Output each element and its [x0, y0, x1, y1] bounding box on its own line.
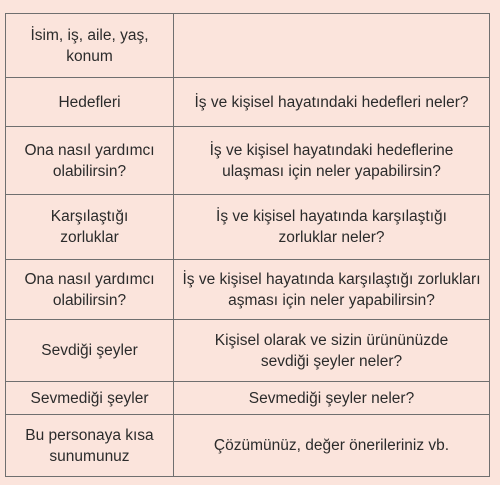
cell-text: Kişisel olarak ve sizin ürününüzde sevdiği şeyler neler?	[214, 331, 449, 370]
cell-text: Sevdiği şeyler	[41, 342, 138, 359]
row-label-cell	[6, 127, 174, 195]
row-label-cell	[6, 78, 174, 127]
row-description-cell	[174, 415, 490, 477]
row-label-cell	[6, 14, 174, 78]
table-row	[6, 14, 490, 78]
cell-text: Hedefleri	[58, 93, 121, 111]
row-label-cell	[6, 415, 174, 477]
row-label-cell	[6, 382, 174, 415]
row-description-cell	[174, 382, 490, 415]
table-row	[6, 382, 490, 415]
table-row	[6, 78, 490, 127]
row-label-cell	[6, 320, 174, 382]
row-label-cell	[6, 260, 174, 320]
table-row	[6, 127, 490, 195]
cell-text: İş ve kişisel hayatındaki hedeflerine ulaşması için neler yapabilirsin?	[209, 141, 454, 180]
row-description-cell	[174, 320, 490, 382]
cell-text: Sevmediği şeyler	[30, 389, 149, 407]
persona-table	[5, 13, 490, 477]
row-description-cell	[174, 14, 490, 78]
row-description-cell	[174, 260, 490, 320]
table-row	[6, 195, 490, 260]
cell-text: İş ve kişisel hayatındaki hedefleri neler?	[194, 93, 469, 111]
cell-text: İsim, iş, aile, yaş, konum	[30, 26, 149, 65]
cell-text: Çözümünüz, değer önerileriniz vb.	[213, 437, 450, 454]
row-description-cell	[174, 78, 490, 127]
cell-text: Sevmediği şeyler neler?	[248, 389, 415, 407]
row-description-cell	[174, 195, 490, 260]
table-row	[6, 260, 490, 320]
cell-text: Ona nasıl yardımcı olabilirsin?	[24, 270, 155, 309]
row-label-cell	[6, 195, 174, 260]
row-description-cell	[174, 127, 490, 195]
cell-text: Ona nasıl yardımcı olabilirsin?	[24, 141, 155, 180]
table-row	[6, 415, 490, 477]
cell-text: İş ve kişisel hayatında karşılaştığı zorlukları aşması için neler yapabilirsin?	[182, 270, 481, 309]
cell-text: Karşılaştığı zorluklar	[50, 208, 129, 246]
cell-text: Bu personaya kısa sunumunuz	[25, 426, 154, 465]
cell-text: İş ve kişisel hayatında karşılaştığı zorluklar neler?	[216, 208, 447, 246]
table-row	[6, 320, 490, 382]
